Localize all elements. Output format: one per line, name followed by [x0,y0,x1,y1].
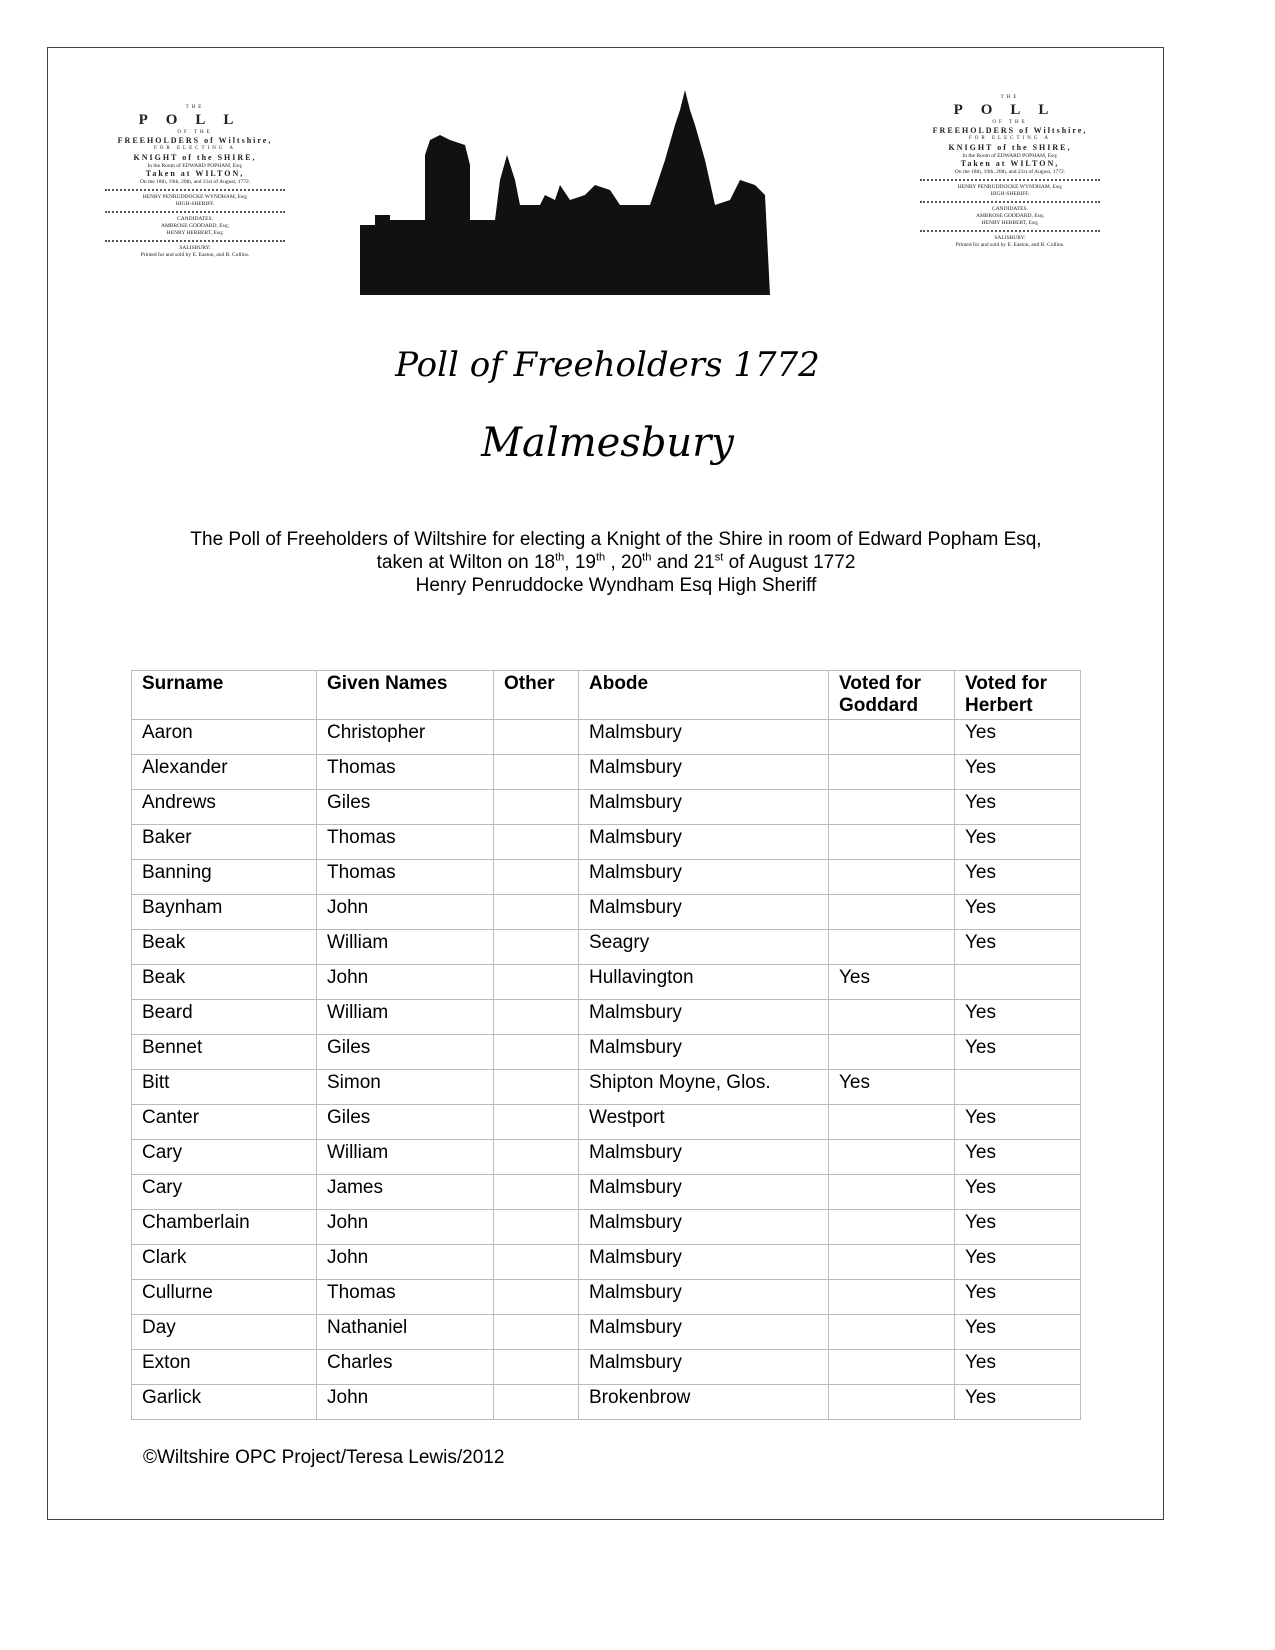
table-cell [829,1140,955,1175]
table-cell [829,1385,955,1420]
table-cell: Day [132,1315,317,1350]
table-cell [829,1105,955,1140]
divider [105,240,285,242]
table-cell: Bennet [132,1035,317,1070]
table-cell [494,1210,579,1245]
table-cell [829,1210,955,1245]
title-page-line: FREEHOLDERS of Wiltshire, [932,126,1088,136]
title-page-line: Printed for and sold by E. Easton, and B. Collins. [140,251,250,258]
table-row [132,1035,1081,1070]
table-cell: Malmsbury [579,1000,829,1035]
table-row [132,1245,1081,1280]
table-cell: Yes [955,1385,1081,1420]
title-page-line: FOR ELECTING A [969,136,1051,142]
table-cell: Giles [317,1105,494,1140]
table-cell: Malmsbury [579,1280,829,1315]
table-cell: Yes [829,1070,955,1105]
table-row [132,1210,1081,1245]
table-cell: John [317,1385,494,1420]
table-cell: Yes [955,1000,1081,1035]
table-cell [494,1385,579,1420]
column-header: Surname [132,671,317,720]
table-cell: Nathaniel [317,1315,494,1350]
table-cell: Malmsbury [579,1245,829,1280]
table-cell [494,965,579,1000]
table-cell: Yes [955,895,1081,930]
table-cell: Seagry [579,930,829,965]
title-page-line: KNIGHT of the SHIRE, [948,142,1072,152]
table-row [132,755,1081,790]
title-page-line: CANDIDATES. [177,216,213,222]
table-cell: John [317,965,494,1000]
table-cell [829,1000,955,1035]
table-cell [494,1280,579,1315]
table-cell [829,720,955,755]
table-cell: Yes [829,965,955,1000]
table-row [132,1070,1081,1105]
table-row [132,1175,1081,1210]
poll-table [131,670,1081,1420]
table-row [132,895,1081,930]
table-cell [829,755,955,790]
table-cell: Cary [132,1140,317,1175]
title-page-line: KNIGHT of the SHIRE, [133,152,257,162]
table-cell: Thomas [317,1280,494,1315]
title-page-line: OF THE [177,130,213,135]
table-cell [494,860,579,895]
divider [105,211,285,213]
title-page-line: Printed for and sold by E. Easton, and B. Collins. [955,241,1065,248]
table-cell: Brokenbrow [579,1385,829,1420]
table-cell [494,1245,579,1280]
table-cell [494,825,579,860]
intro-line-3: Henry Penruddocke Wyndham Esq High Sheriff [415,575,817,596]
title-page-line: THE [1000,95,1020,100]
table-cell: Malmsbury [579,825,829,860]
table-cell: Malmsbury [579,1350,829,1385]
table-cell [829,1280,955,1315]
title-page-line: HENRY HERBERT, Esq; [166,229,224,236]
table-cell [494,1350,579,1385]
title-page-line: HIGH-SHERIFF. [175,201,215,208]
table-cell: Chamberlain [132,1210,317,1245]
title-page-line: AMBROSE GODDARD, Esq; [161,222,229,229]
table-cell: Yes [955,825,1081,860]
table-cell: Shipton Moyne, Glos. [579,1070,829,1105]
table-cell [829,825,955,860]
title-page-line: SALISBURY: [994,234,1026,241]
title-page-line: In the Room of EDWARD POPHAM, Esq; [962,152,1058,159]
title-page-line: FOR ELECTING A [154,146,236,152]
table-cell: Clark [132,1245,317,1280]
title-page-line: POLL [953,102,1067,119]
title-page-line: HENRY HERBERT, Esq; [981,219,1039,226]
table-row [132,1315,1081,1350]
table-cell: Garlick [132,1385,317,1420]
table-cell [829,895,955,930]
table-cell: Charles [317,1350,494,1385]
column-header: Voted for Herbert [955,671,1081,720]
table-row [132,1105,1081,1140]
table-cell: Cullurne [132,1280,317,1315]
table-cell: Yes [955,755,1081,790]
table-cell: John [317,1245,494,1280]
title-page-line: OF THE [992,120,1028,125]
table-cell: Simon [317,1070,494,1105]
table-row [132,860,1081,895]
title-page-line: On the 18th, 19th, 20th, and 21st of August, 1772. [139,179,251,186]
table-cell: Beard [132,1000,317,1035]
title-page-line: On the 18th, 19th, 20th, and 21st of August, 1772. [954,169,1066,176]
table-cell: Malmsbury [579,1035,829,1070]
document-title: Poll of Freeholders 1772 [395,345,820,385]
title-page-line: FREEHOLDERS of Wiltshire, [117,136,273,146]
table-cell [494,790,579,825]
table-cell [955,1070,1081,1105]
table-cell: Malmsbury [579,1315,829,1350]
table-row [132,720,1081,755]
title-page-line: CANDIDATES. [992,206,1028,212]
table-cell: Cary [132,1175,317,1210]
table-cell: Baynham [132,895,317,930]
table-cell: Banning [132,860,317,895]
title-page-line: Taken at WILTON, [145,169,245,179]
table-cell [494,720,579,755]
table-cell: Yes [955,720,1081,755]
table-cell: Malmsbury [579,1210,829,1245]
table-cell: John [317,1210,494,1245]
table-cell: Beak [132,965,317,1000]
table-cell: Aaron [132,720,317,755]
table-cell: Giles [317,1035,494,1070]
parliament-skyline-image [355,85,775,300]
table-cell: Andrews [132,790,317,825]
table-cell: Malmsbury [579,1140,829,1175]
table-cell [494,1175,579,1210]
table-cell: Yes [955,1245,1081,1280]
table-cell: Thomas [317,860,494,895]
table-row [132,825,1081,860]
table-cell: William [317,1000,494,1035]
table-cell: Thomas [317,755,494,790]
column-header: Given Names [317,671,494,720]
table-cell: Hullavington [579,965,829,1000]
title-page-line: THE [185,105,205,110]
table-cell: Yes [955,1140,1081,1175]
table-cell: Alexander [132,755,317,790]
table-row [132,790,1081,825]
table-cell [494,1315,579,1350]
table-cell: Yes [955,1105,1081,1140]
table-cell [494,1140,579,1175]
table-cell: Yes [955,1315,1081,1350]
divider [920,230,1100,232]
table-cell: Exton [132,1350,317,1385]
table-cell: Yes [955,930,1081,965]
table-cell [494,1070,579,1105]
document-subtitle: Malmesbury [481,420,734,466]
table-row [132,1350,1081,1385]
table-cell: Yes [955,1350,1081,1385]
title-page-line: HENRY PENRUDDOCKE WYNDHAM, Esq; [957,184,1063,191]
divider [920,201,1100,203]
table-cell: Malmsbury [579,755,829,790]
table-cell [829,1245,955,1280]
table-cell [829,1035,955,1070]
table-cell [829,860,955,895]
divider [105,189,285,191]
table-row [132,965,1081,1000]
divider [920,179,1100,181]
table-cell [955,965,1081,1000]
title-page-line: AMBROSE GODDARD, Esq; [976,212,1044,219]
table-cell [494,1105,579,1140]
intro-line-1: The Poll of Freeholders of Wiltshire for electing a Knight of the Shire in room of Edward Popham Esq, [190,529,1042,550]
table-cell: James [317,1175,494,1210]
table-cell [829,1350,955,1385]
title-page-line: SALISBURY: [179,244,211,251]
table-cell: Yes [955,1210,1081,1245]
table-cell: Malmsbury [579,720,829,755]
table-cell [494,930,579,965]
table-row [132,1140,1081,1175]
table-cell: Yes [955,860,1081,895]
table-cell: Yes [955,790,1081,825]
title-page-line: Taken at WILTON, [960,159,1060,169]
title-page-line: In the Room of EDWARD POPHAM, Esq; [147,162,243,169]
table-cell: Malmsbury [579,895,829,930]
table-cell: Christopher [317,720,494,755]
table-row [132,1000,1081,1035]
table-cell [829,930,955,965]
table-cell: Yes [955,1175,1081,1210]
table-cell: Malmsbury [579,1175,829,1210]
table-cell [829,790,955,825]
table-cell: Beak [132,930,317,965]
title-page-line: HIGH-SHERIFF. [990,191,1030,198]
copyright-footer: ©Wiltshire OPC Project/Teresa Lewis/2012 [143,1447,505,1468]
title-page-line: HENRY PENRUDDOCKE WYNDHAM, Esq; [142,194,248,201]
table-row [132,1385,1081,1420]
column-header: Other [494,671,579,720]
table-cell: Yes [955,1035,1081,1070]
column-header: Voted for Goddard [829,671,955,720]
title-page-line: POLL [138,112,252,129]
table-cell: Giles [317,790,494,825]
table-row [132,1280,1081,1315]
title-page-image-right [920,95,1100,248]
table-cell: Thomas [317,825,494,860]
table-cell [829,1315,955,1350]
table-cell: William [317,930,494,965]
table-cell: Westport [579,1105,829,1140]
table-cell [494,1000,579,1035]
table-row [132,930,1081,965]
table-cell: William [317,1140,494,1175]
column-header: Abode [579,671,829,720]
intro-line-2: taken at Wilton on 18th, 19th , 20th and 21st of August 1772 [376,551,856,573]
table-cell: Malmsbury [579,860,829,895]
table-cell [494,755,579,790]
table-cell: John [317,895,494,930]
table-cell: Bitt [132,1070,317,1105]
table-cell [494,895,579,930]
intro-text [0,528,1232,597]
title-page-image-left [105,105,285,258]
table-cell: Malmsbury [579,790,829,825]
table-cell [829,1175,955,1210]
table-cell: Yes [955,1280,1081,1315]
table-cell [494,1035,579,1070]
table-cell: Baker [132,825,317,860]
table-cell: Canter [132,1105,317,1140]
